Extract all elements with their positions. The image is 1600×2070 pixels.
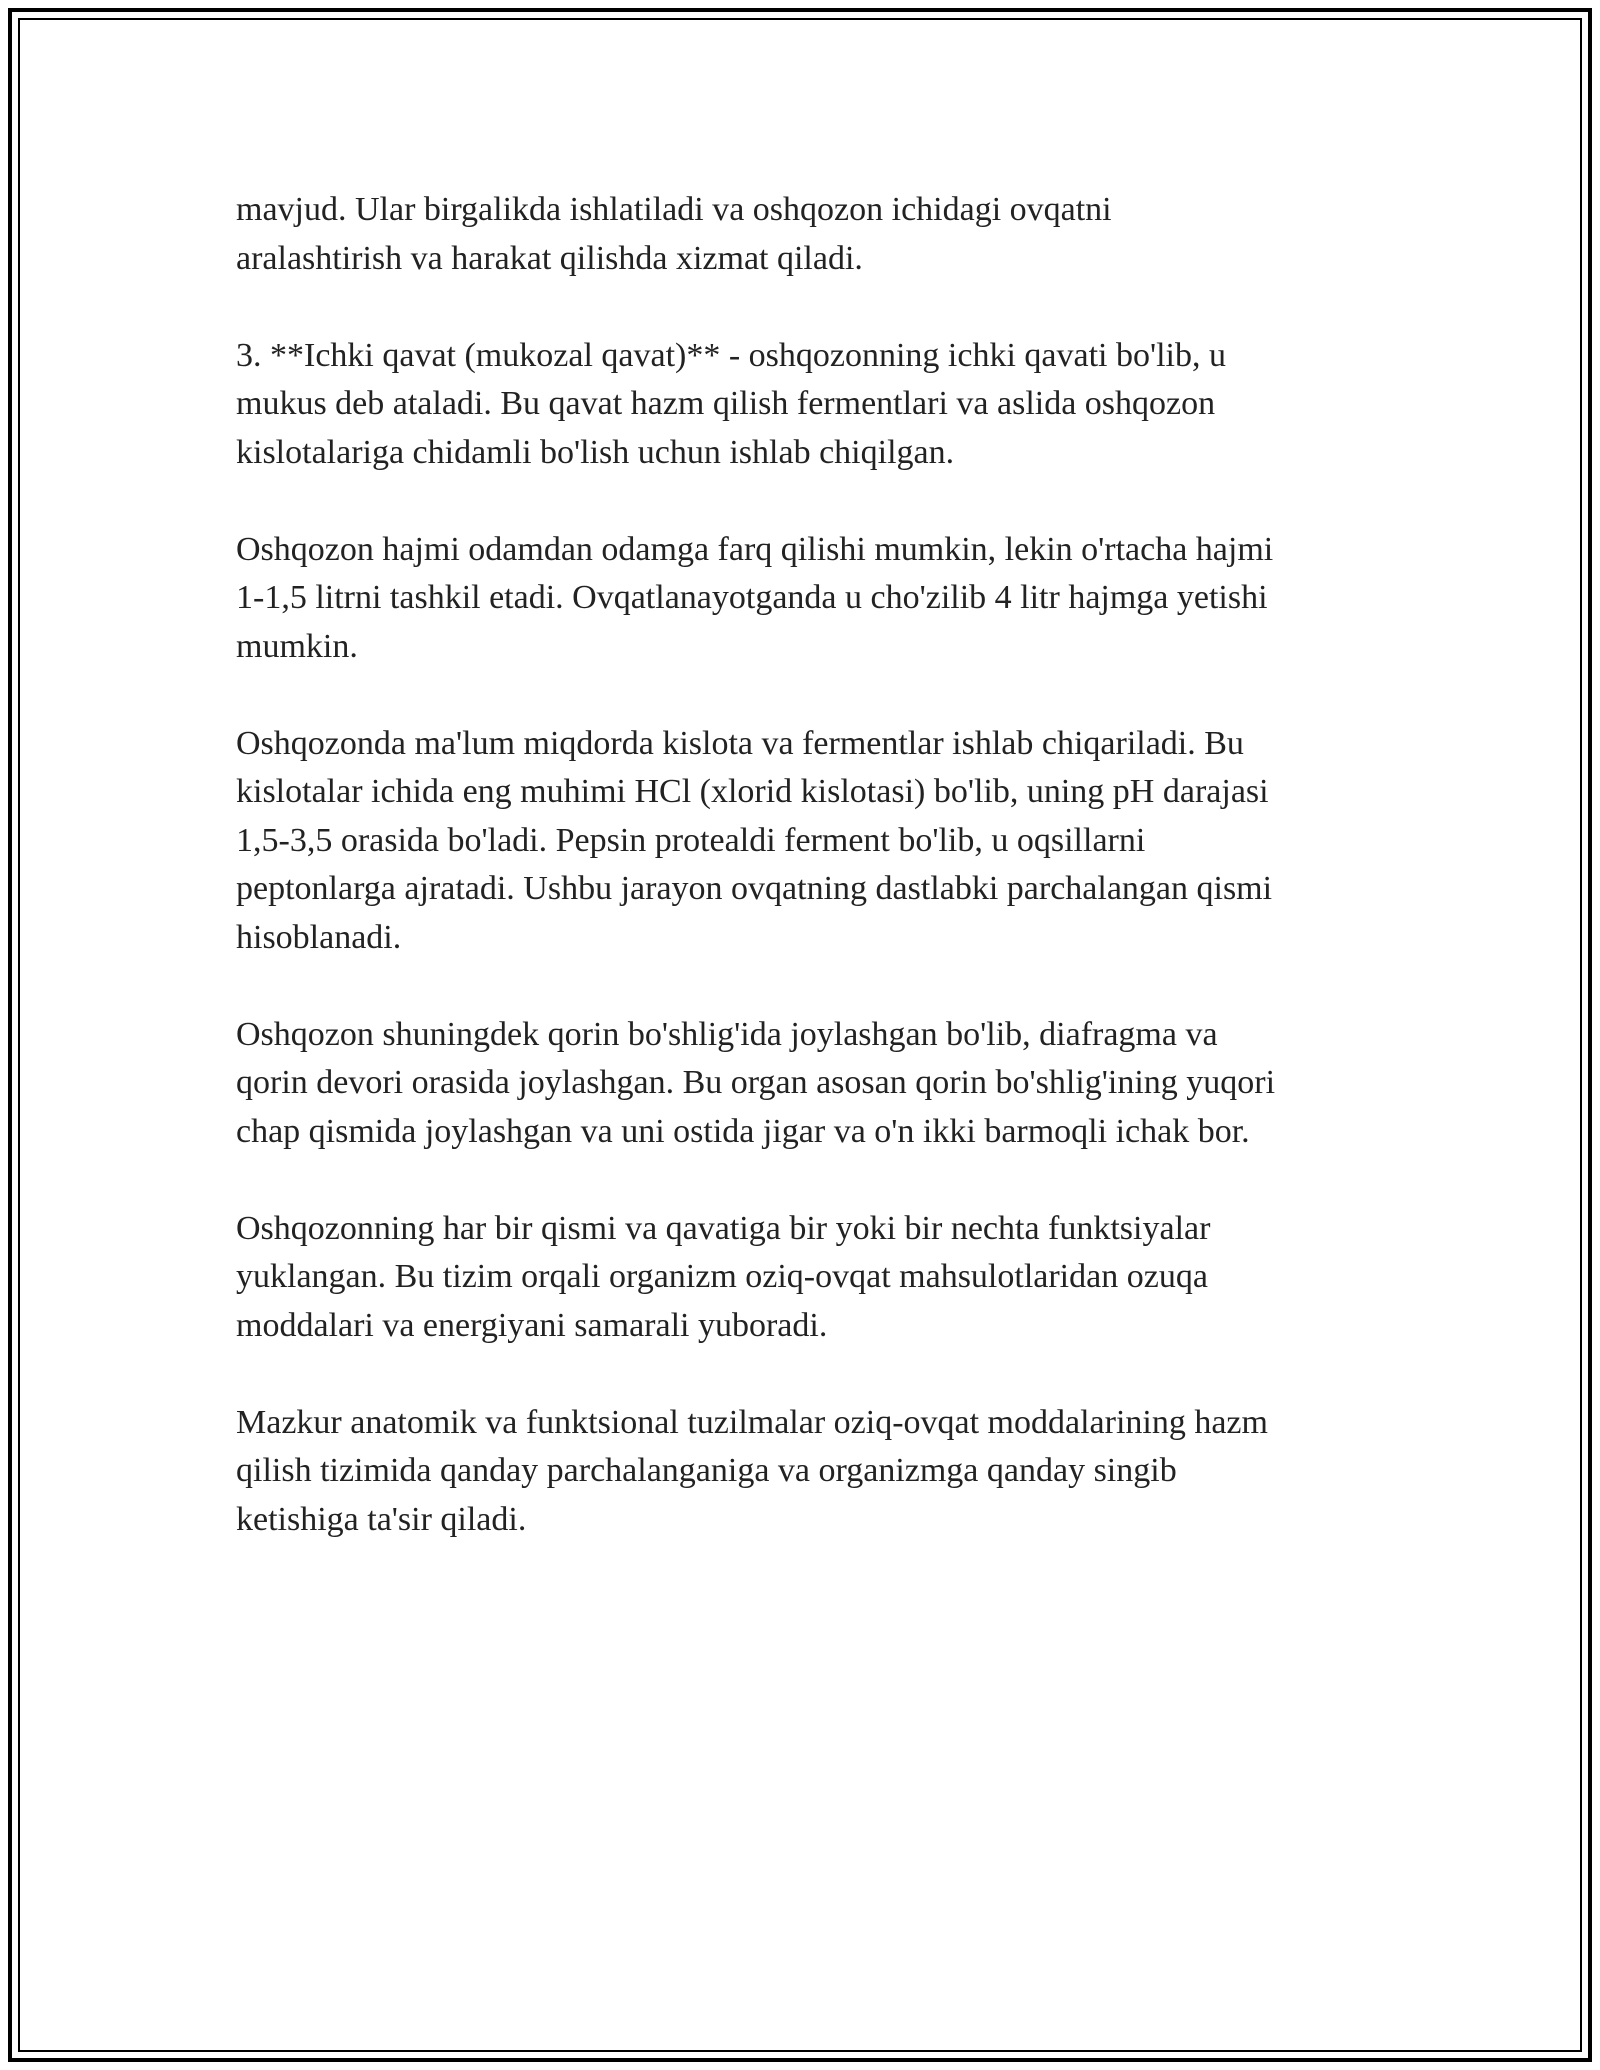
paragraph-6: Oshqozonning har bir qismi va qavatiga bir yoki bir nechta funktsiyalar yuklangan. Bu tizim orqali organizm oziq-ovqat mahsulotlaridan ozuqa moddalari va energiyani samarali yuboradi. (236, 1209, 1211, 1344)
paragraph-7: Mazkur anatomik va funktsional tuzilmalar oziq-ovqat moddalarining hazm qilish tizimida qanday parchalanganiga va organizmga qanday singib ketishiga ta'sir qiladi. (236, 1403, 1268, 1538)
paragraph-1: mavjud. Ular birgalikda ishlatiladi va oshqozon ichidagi ovqatni aralashtirish va harakat qilishda xizmat qiladi. (236, 191, 1112, 277)
paragraph-5: Oshqozon shuningdek qorin bo'shlig'ida joylashgan bo'lib, diafragma va qorin devori orasida joylashgan. Bu organ asosan qorin bo'shlig'ining yuqori chap qismida joylashgan va uni ostida jigar va o'n ikki barmoqli ichak bor. (236, 1015, 1276, 1150)
paragraph-4: Oshqozonda ma'lum miqdorda kislota va fermentlar ishlab chiqariladi. Bu kislotalar ichida eng muhimi HCl (xlorid kislotasi) bo'lib, uning pH darajasi 1,5-3,5 orasida bo'ladi. Pepsin protealdi ferment bo'lib, u oqsillarni peptonlarga ajratadi. Ushbu jarayon ovqatning dastlabki parchalangan qismi hisoblanadi. (236, 724, 1273, 956)
document-body (236, 186, 1376, 1593)
paragraph-2: 3. **Ichki qavat (mukozal qavat)** - oshqozonning ichki qavati bo'lib, u mukus deb ataladi. Bu qavat hazm qilish fermentlari va aslida oshqozon kislotalariga chidamli bo'lish uchun ishlab chiqilgan. (236, 336, 1227, 471)
paragraph-3: Oshqozon hajmi odamdan odamga farq qilishi mumkin, lekin o'rtacha hajmi 1-1,5 litrni tashkil etadi. Ovqatlanayotganda u cho'zilib 4 litr hajmga yetishi mumkin. (236, 530, 1274, 665)
